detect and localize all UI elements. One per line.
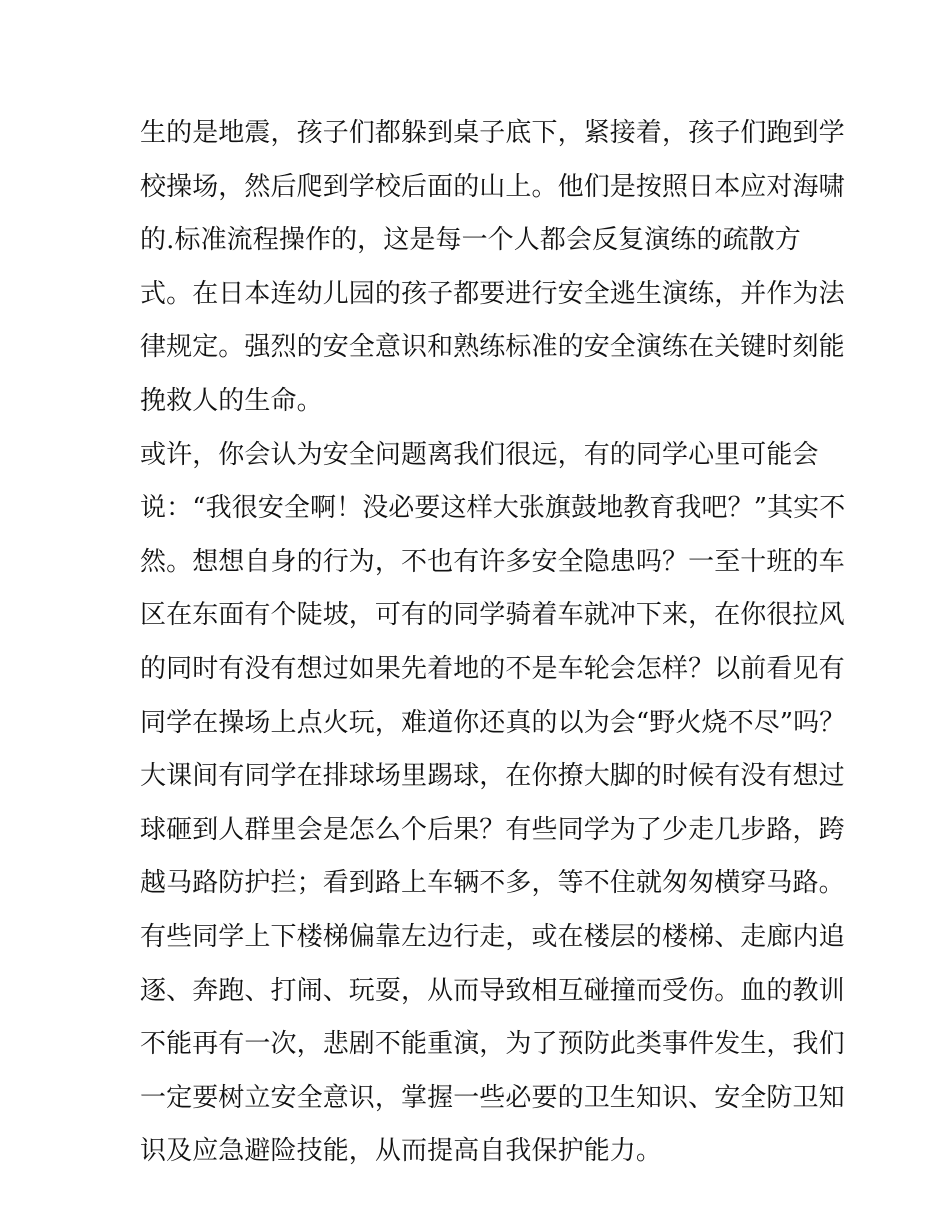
text-line: 然。想想自身的行为，不也有许多安全隐患吗？一至十班的车 — [140, 546, 845, 577]
text-line: 有些同学上下楼梯偏靠左边行走，或在楼层的楼梯、走廊内追 — [140, 921, 845, 952]
text-line: 一定要树立安全意识，掌握一些必要的卫生知识、安全防卫知 — [140, 1082, 845, 1113]
text-line: 球砸到人群里会是怎么个后果？有些同学为了少走几步路，跨 — [140, 814, 845, 845]
text-line: 校操场，然后爬到学校后面的山上。他们是按照日本应对海啸 — [140, 171, 845, 202]
text-line: 的.标准流程操作的，这是每一个人都会反复演练的疏散方 — [140, 225, 801, 256]
text-line: 同学在操场上点火玩，难道你还真的以为会“野火烧不尽”吗？ — [140, 707, 846, 738]
text-line: 式。在日本连幼儿园的孩子都要进行安全逃生演练，并作为法 — [140, 278, 845, 309]
text-line: 挽救人的生命。 — [140, 385, 323, 416]
text-line: 不能再有一次，悲剧不能重演，为了预防此类事件发生，我们 — [140, 1029, 845, 1060]
text-line: 区在东面有个陡坡，可有的同学骑着车就冲下来，在你很拉风 — [140, 600, 845, 631]
text-line: 逐、奔跑、打闹、玩耍，从而导致相互碰撞而受伤。血的教训 — [140, 975, 845, 1006]
text-line: 识及应急避险技能，从而提高自我保护能力。 — [140, 1136, 663, 1167]
text-line: 生的是地震，孩子们都躲到桌子底下，紧接着，孩子们跑到学 — [140, 118, 845, 148]
document-body — [140, 107, 846, 1179]
text-line: 的同时有没有想过如果先着地的不是车轮会怎样？以前看见有 — [140, 653, 845, 684]
text-line: 越马路防护拦；看到路上车辆不多，等不住就匆匆横穿马路。 — [140, 868, 845, 899]
text-line: 大课间有同学在排球场里踢球，在你撩大脚的时候有没有想过 — [140, 761, 845, 792]
text-line: 说：“我很安全啊！没必要这样大张旗鼓地教育我吧？”其实不 — [140, 493, 846, 524]
text-line: 律规定。强烈的安全意识和熟练标准的安全演练在关键时刻能 — [140, 332, 845, 363]
text-line: 或许，你会认为安全问题离我们很远，有的同学心里可能会 — [140, 439, 819, 470]
